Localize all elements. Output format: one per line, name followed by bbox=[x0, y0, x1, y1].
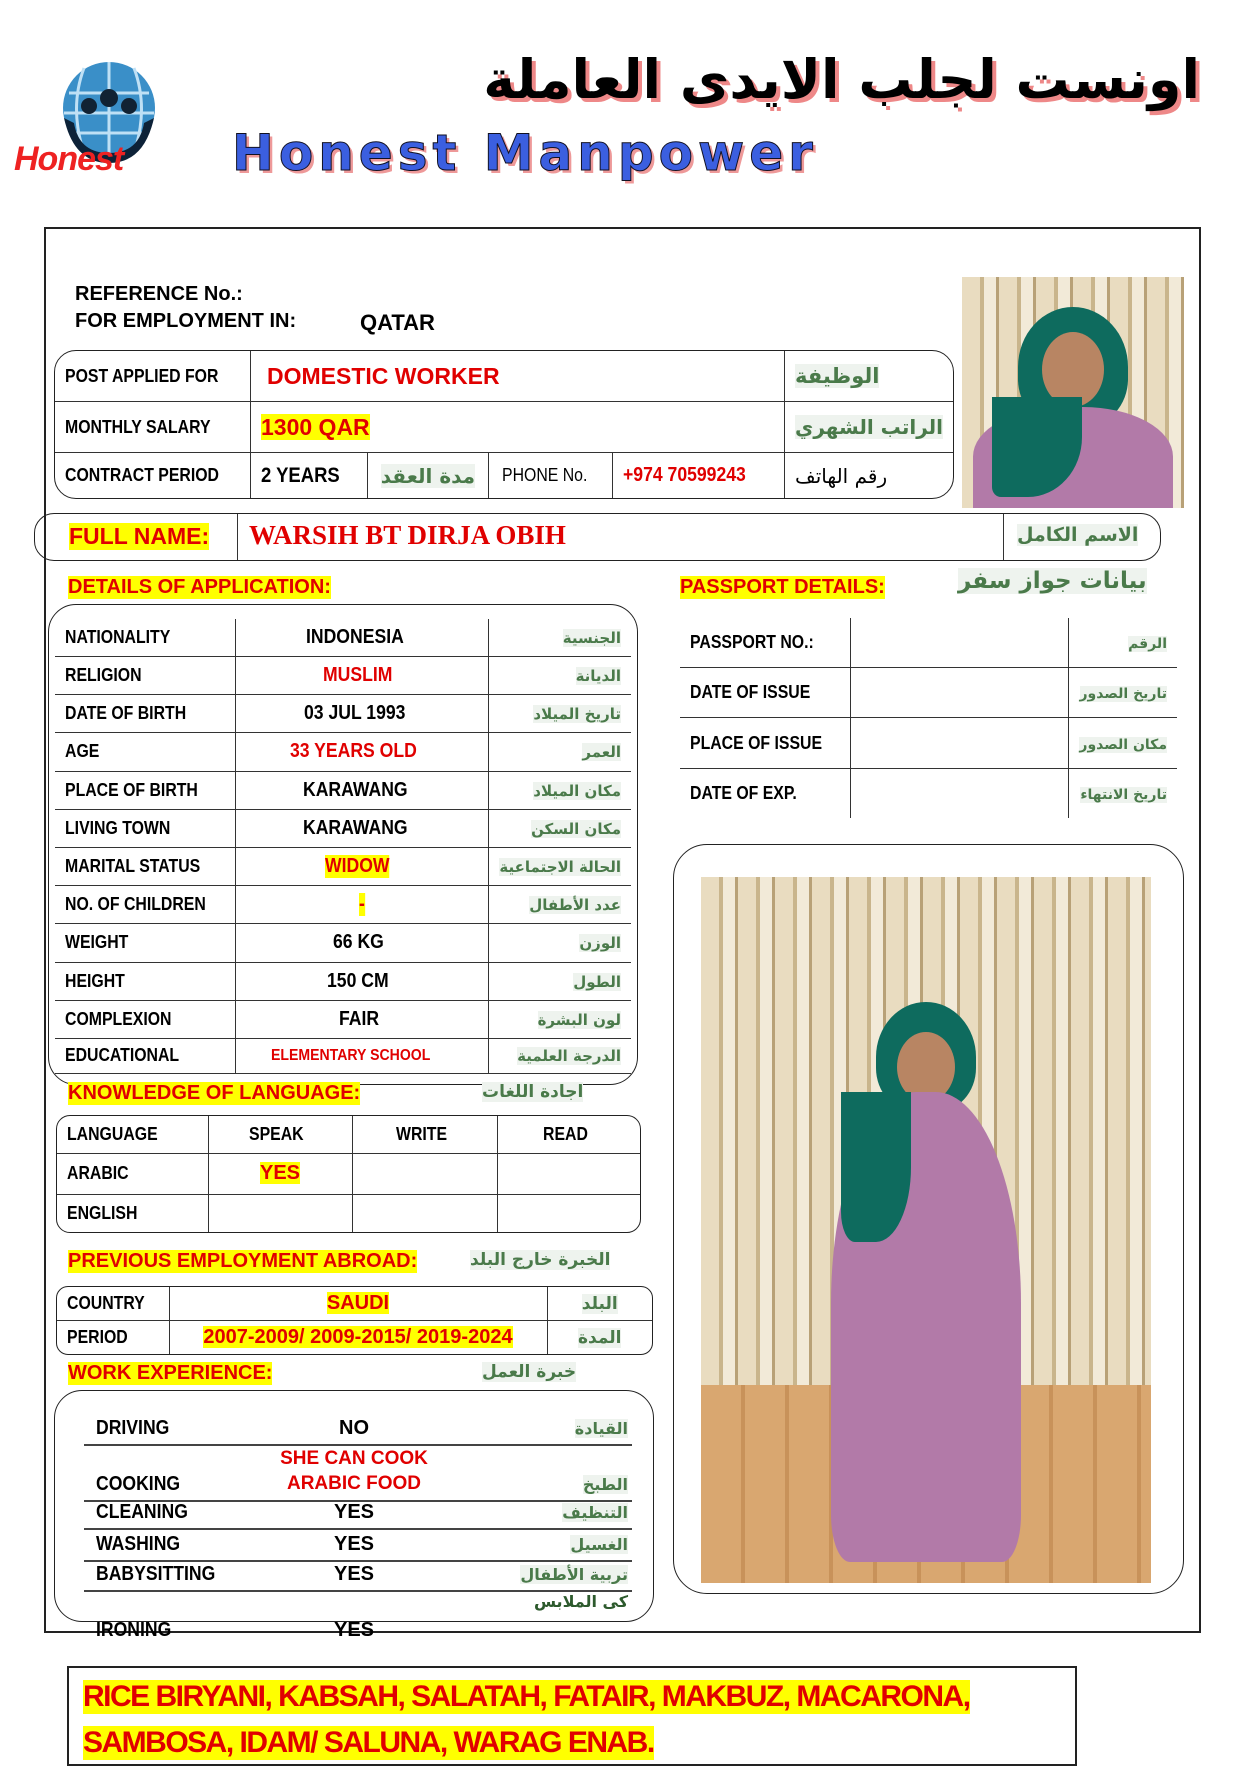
field-value: FAIR bbox=[339, 1007, 380, 1030]
field-label-ar: الجنسية bbox=[562, 628, 621, 647]
language-heading-ar: اجادة اللغات bbox=[482, 1082, 584, 1102]
language-name: ENGLISH bbox=[67, 1203, 138, 1224]
field-value: 33 YEARS OLD bbox=[289, 740, 417, 763]
skill-value: YES bbox=[333, 1563, 375, 1585]
field-label-ar: الوزن bbox=[579, 934, 621, 953]
language-heading: KNOWLEDGE OF LANGUAGE: bbox=[68, 1082, 361, 1104]
full-name-value: WARSIH BT DIRJA OBIH bbox=[249, 520, 566, 550]
work-row bbox=[84, 1502, 632, 1530]
full-name-label: FULL NAME: bbox=[69, 523, 210, 549]
passport-row bbox=[680, 769, 1177, 818]
application-row bbox=[55, 847, 631, 885]
period-ar: المدة bbox=[578, 1328, 622, 1348]
country-value: SAUDI bbox=[326, 1292, 390, 1314]
field-label: PLACE OF BIRTH bbox=[65, 779, 198, 800]
application-row bbox=[55, 886, 631, 924]
passport-label: DATE OF EXP. bbox=[690, 783, 797, 804]
field-label: EDUCATIONAL bbox=[65, 1045, 180, 1066]
post-ar: الوظيفة bbox=[795, 364, 880, 389]
work-row bbox=[84, 1592, 632, 1641]
full-name-ar: الاسم الكامل bbox=[1017, 524, 1139, 546]
field-value: MUSLIM bbox=[322, 664, 392, 686]
passport-label-ar: تاريخ الانتهاء bbox=[1080, 787, 1167, 804]
passport-heading: PASSPORT DETAILS: bbox=[680, 576, 885, 598]
application-row bbox=[55, 1038, 631, 1073]
application-row bbox=[55, 733, 631, 771]
field-label-ar: الديانة bbox=[575, 667, 621, 685]
period-value: 2007-2009/ 2009-2015/ 2019-2024 bbox=[203, 1326, 513, 1348]
field-label-ar: الحالة الاجتماعية bbox=[499, 858, 621, 877]
passport-value bbox=[851, 667, 1069, 718]
contract-ar: مدة العقد bbox=[380, 463, 476, 488]
field-value: - bbox=[358, 893, 365, 916]
passport-value bbox=[851, 718, 1069, 769]
field-value: ELEMENTARY SCHOOL bbox=[271, 1046, 431, 1064]
language-row-english bbox=[57, 1195, 640, 1232]
full-name-row bbox=[34, 513, 1161, 561]
field-label-ar: مكان الميلاد bbox=[533, 781, 621, 800]
field-value: WIDOW bbox=[325, 855, 390, 878]
passport-value bbox=[851, 769, 1069, 818]
application-row bbox=[55, 809, 631, 847]
field-label-ar: عدد الأطفال bbox=[529, 896, 621, 915]
passport-label-ar: الرقم bbox=[1128, 635, 1167, 652]
passport-label-ar: تاريخ الصدور bbox=[1079, 686, 1167, 703]
english-write bbox=[352, 1195, 497, 1232]
logo-text: Honest bbox=[14, 140, 124, 178]
application-heading: DETAILS OF APPLICATION: bbox=[68, 576, 331, 598]
passport-row bbox=[680, 618, 1177, 667]
phone-value: +974 70599243 bbox=[623, 464, 746, 487]
application-row bbox=[55, 1000, 631, 1038]
application-row bbox=[55, 619, 631, 656]
col-read: READ bbox=[543, 1123, 589, 1144]
skill-value: SHE CAN COOK ARABIC FOOD bbox=[280, 1448, 428, 1494]
skill-label-ar: تربية الأطفال bbox=[520, 1565, 628, 1584]
employment-label: FOR EMPLOYMENT IN: bbox=[75, 310, 297, 332]
language-header-row bbox=[57, 1116, 640, 1153]
arabic-speak: YES bbox=[259, 1162, 301, 1185]
language-row-arabic bbox=[57, 1153, 640, 1195]
english-read bbox=[497, 1195, 640, 1232]
field-label: HEIGHT bbox=[65, 970, 125, 991]
field-label-ar: تاريخ الميلاد bbox=[533, 705, 621, 724]
salary-label: MONTHLY SALARY bbox=[65, 416, 211, 437]
work-heading: WORK EXPERIENCE: bbox=[68, 1362, 273, 1384]
applicant-photo-full bbox=[701, 877, 1151, 1583]
english-speak bbox=[208, 1195, 352, 1232]
passport-label: DATE OF ISSUE bbox=[690, 682, 811, 703]
passport-heading-ar: بيانات جواز سفر bbox=[958, 568, 1147, 594]
salary-ar: الراتب الشهري bbox=[795, 415, 943, 440]
skill-value: NO bbox=[339, 1417, 369, 1439]
field-label-ar: الطول bbox=[573, 972, 621, 991]
salary-value: 1300 QAR bbox=[261, 413, 370, 440]
job-details-table bbox=[54, 350, 954, 499]
employment-country: QATAR bbox=[360, 310, 435, 335]
work-row bbox=[84, 1396, 632, 1446]
field-label: MARITAL STATUS bbox=[65, 856, 201, 877]
contract-label: CONTRACT PERIOD bbox=[65, 465, 219, 486]
country-ar: البلد bbox=[581, 1294, 618, 1314]
field-label: WEIGHT bbox=[65, 932, 129, 953]
language-name: ARABIC bbox=[67, 1163, 129, 1184]
field-label: NO. OF CHILDREN bbox=[65, 894, 206, 915]
field-label-ar: لون البشرة bbox=[537, 1010, 621, 1029]
phone-label: PHONE No. bbox=[501, 465, 588, 486]
work-row bbox=[84, 1562, 632, 1592]
passport-row bbox=[680, 718, 1177, 769]
reference-label: REFERENCE No.: bbox=[75, 283, 243, 305]
dishes-line-1: RICE BIRYANI, KABSAH, SALATAH, FATAIR, MAKBUZ, MACARONA, bbox=[83, 1680, 970, 1713]
skill-value: YES bbox=[333, 1619, 375, 1641]
field-label: RELIGION bbox=[65, 665, 142, 685]
field-label-ar: مكان السكن bbox=[531, 819, 621, 838]
skill-label: COOKING bbox=[96, 1473, 181, 1495]
arabic-read bbox=[497, 1153, 640, 1195]
previous-heading: PREVIOUS EMPLOYMENT ABROAD: bbox=[68, 1250, 418, 1272]
application-row bbox=[55, 962, 631, 1000]
skill-value: YES bbox=[333, 1533, 375, 1555]
work-experience-list bbox=[84, 1396, 632, 1641]
field-label: COMPLEXION bbox=[65, 1008, 172, 1029]
work-row bbox=[84, 1530, 632, 1562]
field-label: DATE OF BIRTH bbox=[65, 703, 187, 724]
application-table bbox=[48, 604, 638, 1085]
field-label: AGE bbox=[65, 741, 100, 762]
field-value: KARAWANG bbox=[302, 816, 408, 839]
passport-row bbox=[680, 667, 1177, 718]
application-row bbox=[55, 924, 631, 962]
work-heading-ar: خبرة العمل bbox=[482, 1362, 577, 1382]
skill-label: CLEANING bbox=[96, 1501, 188, 1523]
field-value: 03 JUL 1993 bbox=[304, 702, 406, 725]
arabic-write bbox=[352, 1153, 497, 1195]
skill-label: WASHING bbox=[96, 1533, 181, 1555]
period-label: PERIOD bbox=[67, 1327, 128, 1347]
skill-value: YES bbox=[333, 1501, 375, 1523]
field-value: 66 KG bbox=[333, 931, 384, 954]
passport-value bbox=[851, 618, 1069, 667]
application-row bbox=[55, 695, 631, 733]
field-label: NATIONALITY bbox=[65, 626, 171, 647]
phone-ar: رقم الهاتف bbox=[795, 463, 888, 488]
country-label: COUNTRY bbox=[67, 1293, 145, 1313]
passport-label: PLACE OF ISSUE bbox=[690, 732, 823, 753]
field-label-ar: الدرجة العلمية bbox=[517, 1047, 621, 1066]
application-row bbox=[55, 771, 631, 809]
previous-heading-ar: الخبرة خارج البلد bbox=[470, 1250, 611, 1270]
field-label: LIVING TOWN bbox=[65, 817, 171, 838]
col-speak: SPEAK bbox=[248, 1123, 304, 1144]
company-logo bbox=[14, 58, 194, 193]
field-value: INDONESIA bbox=[306, 625, 405, 648]
application-row bbox=[55, 656, 631, 694]
work-row bbox=[84, 1446, 632, 1502]
skill-label-ar: الطبخ bbox=[582, 1475, 628, 1494]
col-language: LANGUAGE bbox=[67, 1123, 158, 1144]
skill-label: BABYSITTING bbox=[96, 1563, 216, 1585]
english-company-title: Honest Manpower bbox=[232, 124, 818, 182]
skill-label: IRONING bbox=[96, 1619, 172, 1641]
previous-employment-table bbox=[56, 1286, 653, 1355]
language-table bbox=[56, 1115, 641, 1233]
post-label: POST APPLIED FOR bbox=[65, 365, 219, 386]
skill-label-ar: التنظيف bbox=[562, 1503, 628, 1522]
passport-label: PASSPORT NO.: bbox=[690, 631, 814, 652]
passport-label-ar: مكان الصدور bbox=[1079, 736, 1167, 753]
field-value: 150 CM bbox=[326, 969, 389, 992]
dishes-box bbox=[67, 1666, 1077, 1766]
post-value: DOMESTIC WORKER bbox=[267, 362, 500, 389]
applicant-photo-portrait bbox=[962, 277, 1184, 508]
skill-label-ar: كى الملابس bbox=[533, 1592, 628, 1611]
arabic-company-title: اونست لجلب الايدى العاملة bbox=[483, 48, 1200, 111]
passport-table bbox=[680, 618, 1177, 818]
dishes-line-2: SAMBOSA, IDAM/ SALUNA, WARAG ENAB. bbox=[83, 1726, 654, 1759]
field-label-ar: العمر bbox=[582, 743, 621, 762]
field-value: KARAWANG bbox=[302, 778, 408, 801]
col-write: WRITE bbox=[395, 1123, 447, 1144]
skill-label: DRIVING bbox=[96, 1417, 170, 1439]
skill-label-ar: القيادة bbox=[574, 1419, 628, 1438]
skill-label-ar: الغسيل bbox=[570, 1535, 628, 1554]
contract-value: 2 YEARS bbox=[261, 463, 340, 487]
